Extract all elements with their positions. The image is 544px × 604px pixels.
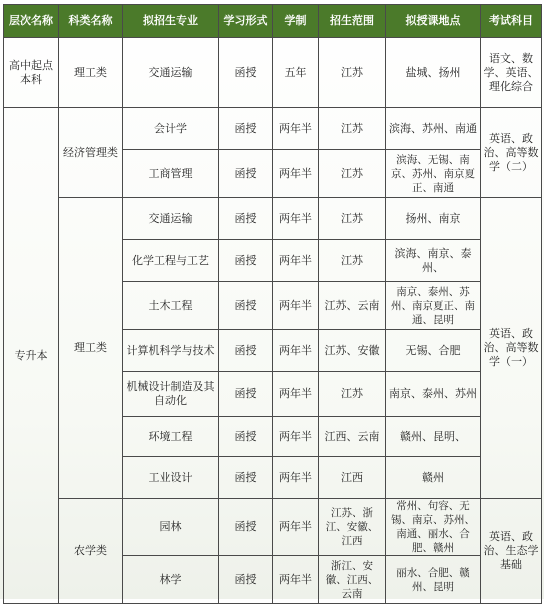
header-row [4,5,542,38]
enrollment-table [3,4,542,604]
header-location: 拟授课地点 [386,5,481,38]
duration-cell: 两年半 [273,372,319,417]
scope-cell: 江苏、云南 [319,282,386,330]
header-duration: 学制 [273,5,319,38]
location-cell: 滨海、南京、泰州、 [386,240,481,282]
major-cell: 园林 [123,499,219,556]
header-major: 拟招生专业 [123,5,219,38]
form-cell: 函授 [219,372,273,417]
duration-cell: 两年半 [273,417,319,457]
location-cell: 常州、句容、无锡、南京、苏州、南通、丽水、合肥、赣州 [386,499,481,556]
scope-cell: 江苏 [319,150,386,198]
table-row [4,38,542,108]
form-cell: 函授 [219,499,273,556]
location-cell: 赣州 [386,457,481,499]
table-row [4,198,542,240]
location-cell: 南京、泰州、苏州、南京夏正、南通、昆明 [386,282,481,330]
form-cell: 函授 [219,38,273,108]
exam-cell: 英语、政治、高等数学（一） [481,198,542,499]
category-cell: 理工类 [59,38,123,108]
form-cell: 函授 [219,282,273,330]
duration-cell: 两年半 [273,108,319,150]
scope-cell: 江西、云南 [319,417,386,457]
form-cell: 函授 [219,240,273,282]
duration-cell: 两年半 [273,150,319,198]
exam-cell: 英语、政治、高等数学（二） [481,108,542,198]
location-cell: 赣州、昆明、 [386,417,481,457]
exam-cell: 语文、数学、英语、理化综合 [481,38,542,108]
form-cell: 函授 [219,417,273,457]
duration-cell: 两年半 [273,282,319,330]
major-cell: 机械设计制造及其自动化 [123,372,219,417]
major-cell: 会计学 [123,108,219,150]
scope-cell: 江苏 [319,372,386,417]
scope-cell: 浙江、安徽、江西、云南 [319,556,386,604]
location-cell: 滨海、苏州、南通 [386,108,481,150]
level-cell: 高中起点本科 [4,38,59,108]
scope-cell: 江苏、浙江、安徽、江西 [319,499,386,556]
duration-cell: 两年半 [273,499,319,556]
scope-cell: 江苏 [319,38,386,108]
location-cell: 滨海、无锡、南京、苏州、南京夏正、南通 [386,150,481,198]
major-cell: 交通运输 [123,198,219,240]
scope-cell: 江苏 [319,240,386,282]
location-cell: 无锡、合肥 [386,330,481,372]
form-cell: 函授 [219,108,273,150]
category-cell: 农学类 [59,499,123,604]
level-cell: 专升本 [4,108,59,604]
form-cell: 函授 [219,198,273,240]
major-cell: 工商管理 [123,150,219,198]
duration-cell: 两年半 [273,457,319,499]
form-cell: 函授 [219,150,273,198]
location-cell: 盐城、扬州 [386,38,481,108]
table-row [4,499,542,556]
form-cell: 函授 [219,457,273,499]
duration-cell: 两年半 [273,198,319,240]
exam-cell: 英语、政治、生态学基础 [481,499,542,604]
duration-cell: 两年半 [273,556,319,604]
duration-cell: 两年半 [273,330,319,372]
form-cell: 函授 [219,556,273,604]
scope-cell: 江西 [319,457,386,499]
form-cell: 函授 [219,330,273,372]
major-cell: 工业设计 [123,457,219,499]
scope-cell: 江苏 [319,108,386,150]
table-row [4,108,542,150]
header-study-form: 学习形式 [219,5,273,38]
scope-cell: 江苏 [319,198,386,240]
major-cell: 林学 [123,556,219,604]
major-cell: 环境工程 [123,417,219,457]
location-cell: 丽水、合肥、赣州、昆明 [386,556,481,604]
major-cell: 土木工程 [123,282,219,330]
header-category: 科类名称 [59,5,123,38]
major-cell: 交通运输 [123,38,219,108]
header-exam: 考试科目 [481,5,542,38]
category-cell: 经济管理类 [59,108,123,198]
location-cell: 扬州、南京 [386,198,481,240]
duration-cell: 五年 [273,38,319,108]
duration-cell: 两年半 [273,240,319,282]
major-cell: 化学工程与工艺 [123,240,219,282]
category-cell: 理工类 [59,198,123,499]
major-cell: 计算机科学与技术 [123,330,219,372]
header-scope: 招生范围 [319,5,386,38]
header-level: 层次名称 [4,5,59,38]
scope-cell: 江苏、安徽 [319,330,386,372]
location-cell: 南京、泰州、苏州 [386,372,481,417]
